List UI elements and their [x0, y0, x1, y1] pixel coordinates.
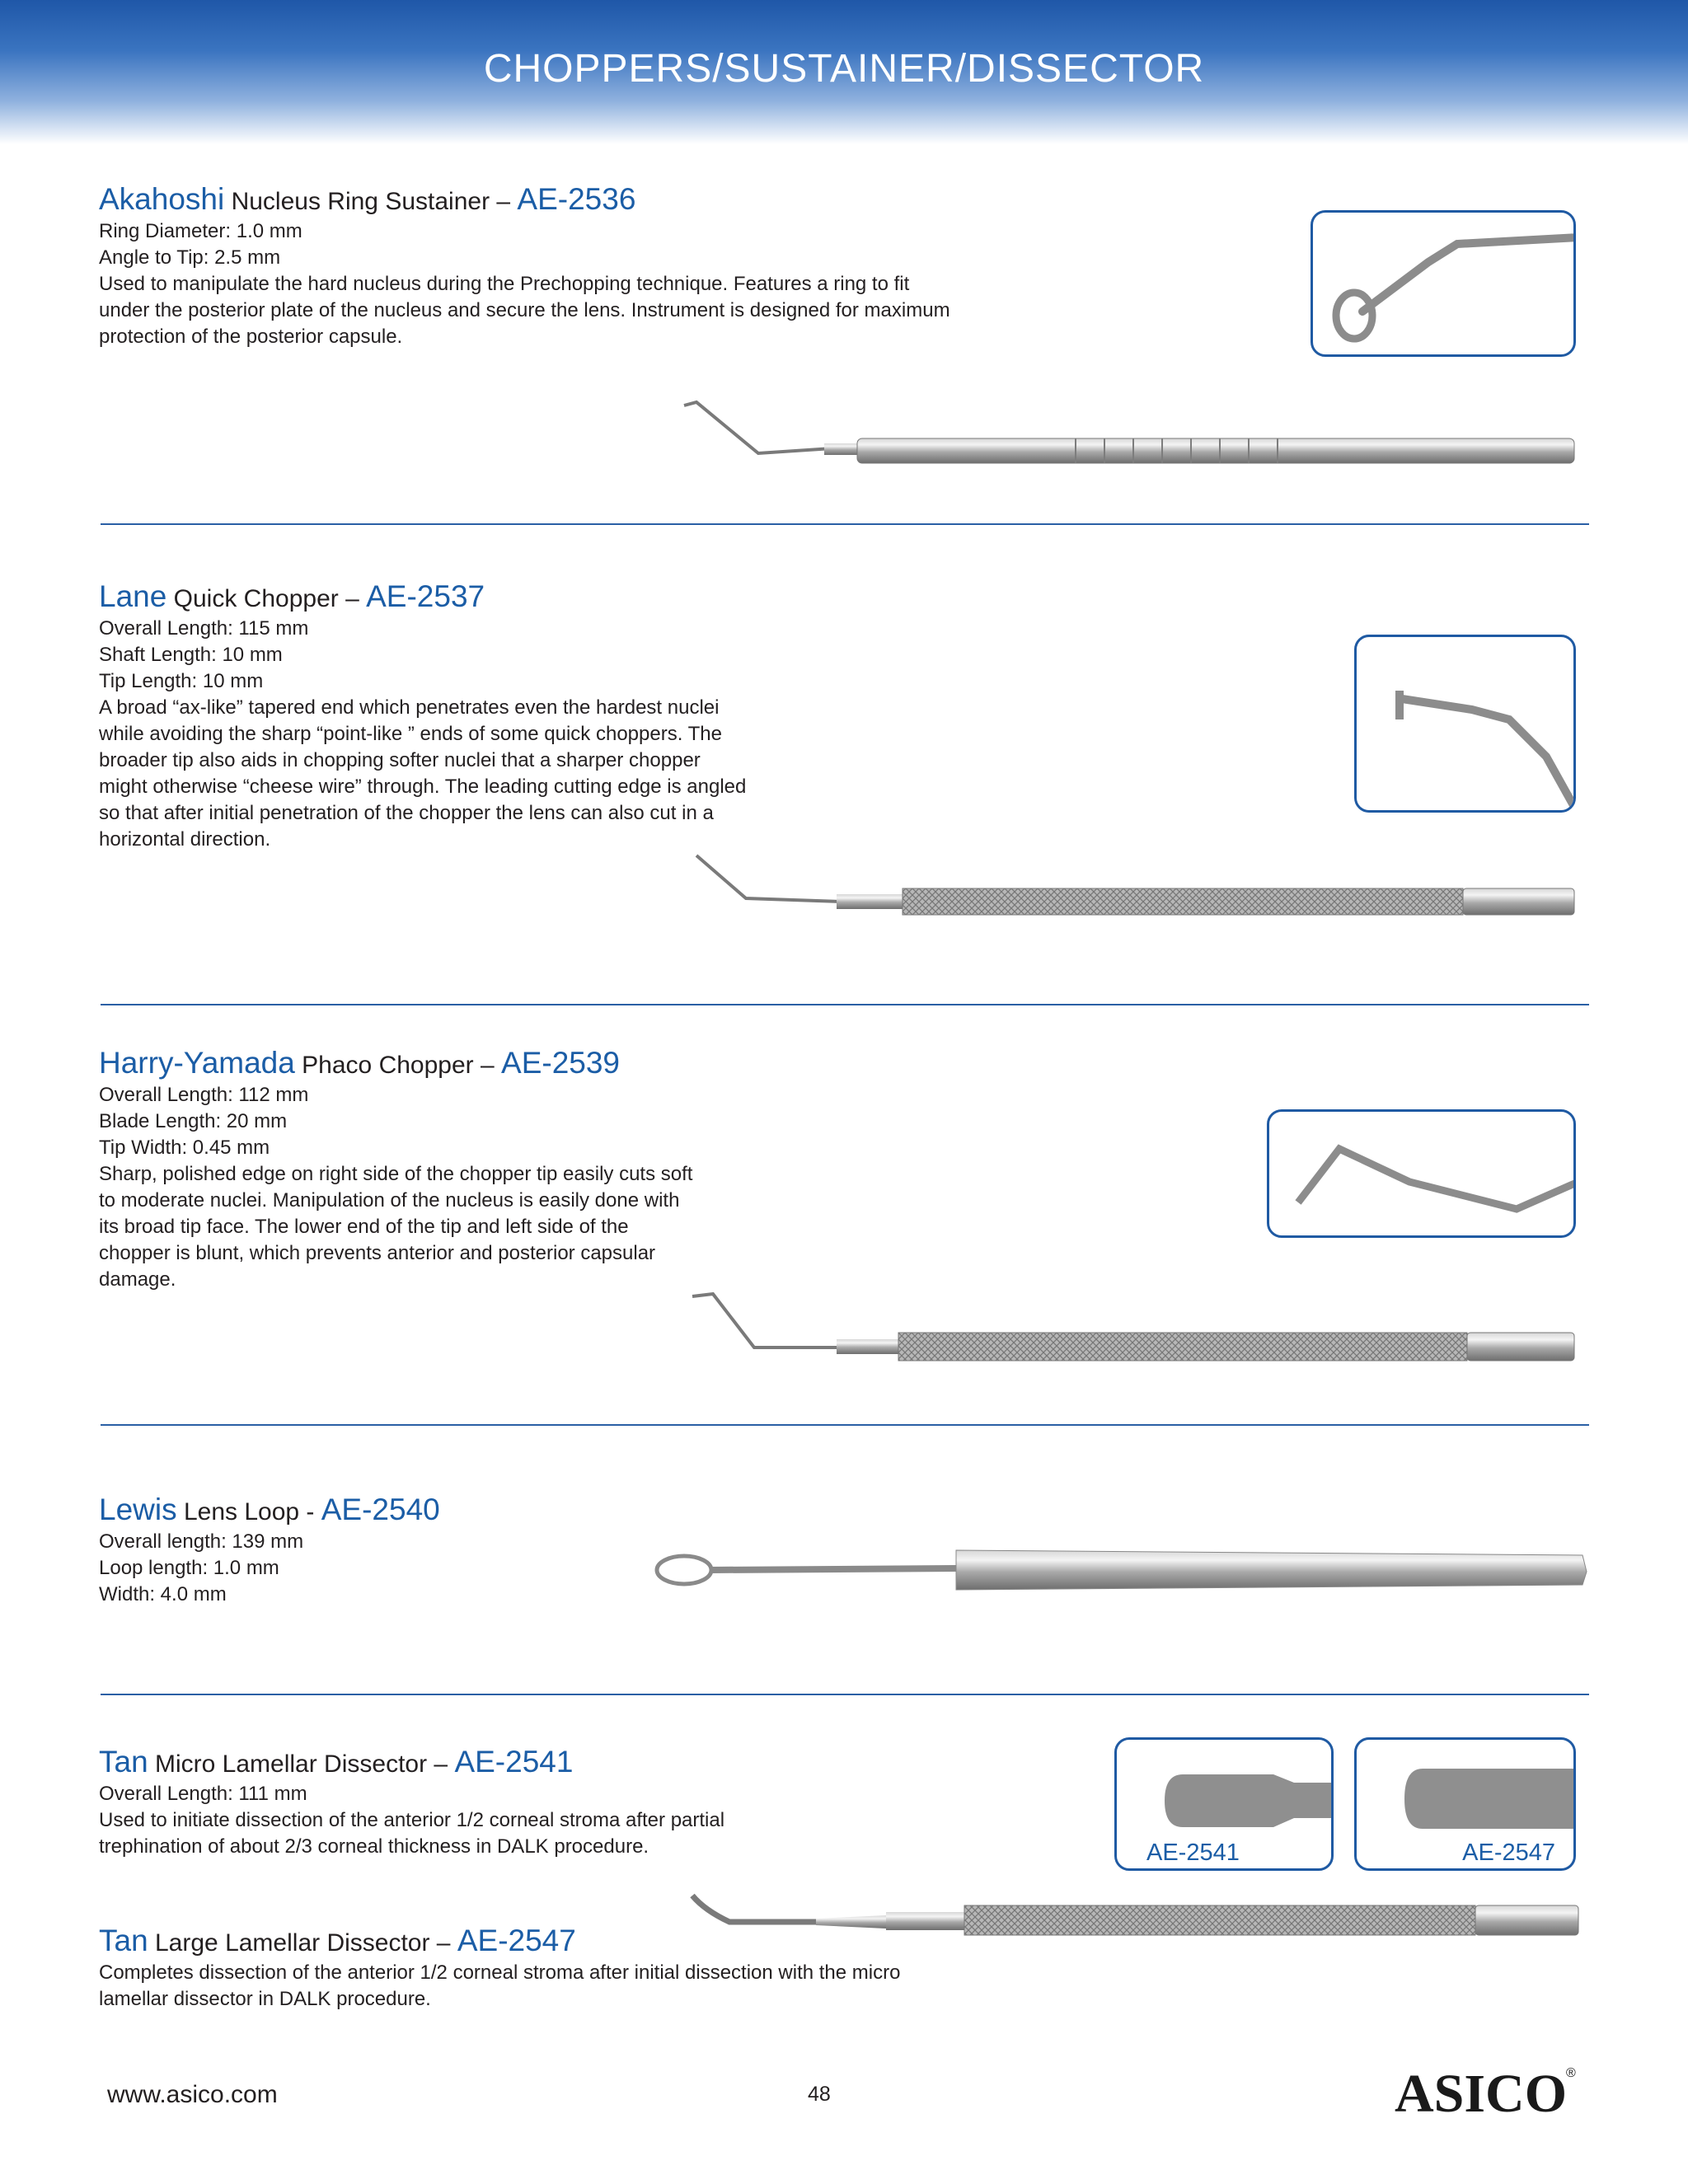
spec-line: Ring Diameter: 1.0 mm	[99, 220, 302, 242]
product-name: Tan	[99, 1745, 148, 1779]
product-harry-yamada	[99, 1047, 725, 1293]
section-divider	[101, 1424, 1589, 1426]
product-code: AE-2540	[321, 1493, 440, 1526]
spec-line: Blade Length: 20 mm	[99, 1110, 288, 1132]
page-number: 48	[808, 2083, 831, 2106]
spec-line: Angle to Tip: 2.5 mm	[99, 246, 281, 269]
product-code: AE-2539	[501, 1046, 621, 1080]
spec-line: Overall length: 139 mm	[99, 1530, 304, 1553]
footer-url[interactable]: www.asico.com	[107, 2081, 278, 2108]
chopper-tip-detail	[1357, 637, 1576, 813]
ring-tip-detail	[1313, 213, 1576, 357]
product-description: Used to manipulate the hard nucleus during the Prechopping technique. Features a ring to fit under the posterior plate of the nucleus and secure the lens. Instrument is designed for maximum protection of the posterior capsule.	[99, 273, 950, 348]
spec-line: Overall Length: 111 mm	[99, 1783, 307, 1805]
product-tan-large	[99, 1924, 907, 2013]
spec-line: Loop length: 1.0 mm	[99, 1557, 279, 1579]
product-tan-micro	[99, 1746, 874, 1860]
section-divider	[101, 1004, 1589, 1005]
product-title	[99, 1924, 907, 1960]
instrument-ae2536	[676, 396, 1582, 470]
page-header	[0, 0, 1688, 144]
product-code: AE-2537	[366, 579, 485, 613]
product-lane	[99, 580, 758, 853]
instrument-ae2537	[688, 849, 1582, 923]
product-title	[99, 1047, 725, 1082]
detail-image-chopper	[1354, 635, 1576, 813]
detail-image-ae2541	[1114, 1737, 1334, 1871]
logo-registered-mark: ®	[1566, 2066, 1576, 2080]
product-code: AE-2547	[457, 1924, 576, 1957]
product-akahoshi	[99, 183, 964, 350]
product-title	[99, 183, 964, 218]
page-title: CHOPPERS/SUSTAINER/DISSECTOR	[483, 47, 1205, 91]
product-code: AE-2536	[517, 182, 636, 216]
detail-image-ae2547	[1354, 1737, 1576, 1871]
product-type: Micro Lamellar Dissector –	[155, 1750, 448, 1778]
product-type: Large Lamellar Dissector –	[155, 1929, 451, 1957]
product-description: Completes dissection of the anterior 1/2 corneal stroma after initial dissection with the micro lamellar dissector in DALK procedure.	[99, 1961, 901, 2010]
product-type: Lens Loop -	[183, 1498, 315, 1526]
phaco-tip-detail	[1269, 1112, 1576, 1238]
product-title	[99, 1493, 676, 1529]
spec-line: Tip Length: 10 mm	[99, 670, 264, 692]
instrument-ae2539	[684, 1290, 1582, 1372]
product-title	[99, 580, 758, 616]
product-description: Sharp, polished edge on right side of the chopper tip easily cuts soft to moderate nuclei. Manipulation of the nucleus is easily done with its broad tip face. The lower end of the tip and left side of the chopper is blunt, which prevents anterior and posterior capsular damage.	[99, 1163, 693, 1291]
detail-label: AE-2547	[1462, 1840, 1555, 1866]
detail-image-phaco	[1267, 1109, 1576, 1238]
product-title	[99, 1746, 874, 1781]
product-description: A broad “ax-like” tapered end which penetrates even the hardest nuclei while avoiding the sharp “point-like ” ends of some quick choppers. The broader tip also aids in chopping softer nuclei that a sharper chopper might otherwise “cheese wire” through. The leading cutting edge is angled so that after initial penetration of the chopper the lens can also cut in a horizontal direction.	[99, 696, 747, 851]
section-divider	[101, 523, 1589, 525]
product-type: Nucleus Ring Sustainer –	[231, 188, 511, 215]
product-name: Tan	[99, 1924, 148, 1957]
product-lewis	[99, 1493, 676, 1608]
product-type: Phaco Chopper –	[302, 1052, 495, 1079]
product-type: Quick Chopper –	[173, 585, 359, 612]
detail-label: AE-2541	[1146, 1840, 1240, 1866]
product-description: Used to initiate dissection of the anterior 1/2 corneal stroma after partial trephination of about 2/3 corneal thickness in DALK procedure.	[99, 1809, 725, 1858]
spec-line: Overall Length: 112 mm	[99, 1084, 309, 1106]
product-name: Harry-Yamada	[99, 1046, 295, 1080]
logo-text: ASICO	[1395, 2064, 1568, 2120]
detail-image-ring	[1311, 210, 1576, 357]
product-name: Lewis	[99, 1493, 177, 1526]
product-name: Akahoshi	[99, 182, 225, 216]
product-name: Lane	[99, 579, 167, 613]
product-code: AE-2541	[454, 1745, 574, 1779]
spec-line: Shaft Length: 10 mm	[99, 644, 283, 666]
spec-line: Tip Width: 0.45 mm	[99, 1137, 270, 1159]
section-divider	[101, 1694, 1589, 1695]
asico-logo	[1393, 2062, 1578, 2120]
instrument-ae2540	[651, 1537, 1591, 1603]
spec-line: Width: 4.0 mm	[99, 1583, 227, 1605]
spec-line: Overall Length: 115 mm	[99, 617, 309, 640]
